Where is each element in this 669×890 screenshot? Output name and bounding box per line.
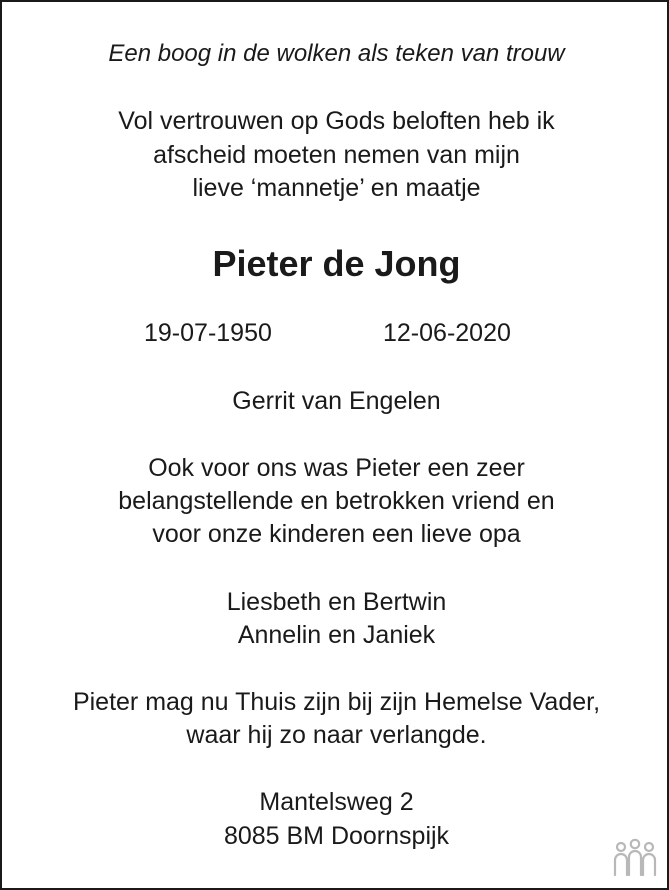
friends-names-line-2: Annelin en Janiek	[237, 621, 436, 649]
intro-line-1: Vol vertrouwen op Gods beloften heb ik	[118, 107, 555, 135]
friends-text-line-3: voor onze kinderen een lieve opa	[152, 520, 521, 548]
friends-names-line-1: Liesbeth en Bertwin	[226, 588, 447, 616]
deceased-name: Pieter de Jong	[212, 243, 461, 284]
closing-line-1: Pieter mag nu Thuis zijn bij zijn Hemelse Vader,	[72, 688, 601, 716]
signer-name: Gerrit van Engelen	[232, 387, 441, 415]
friends-text-line-2: belangstellende en betrokken vriend en	[118, 487, 555, 515]
birth-date: 19-07-1950	[144, 319, 272, 347]
friends-text-line-1: Ook voor ons was Pieter een zeer	[148, 454, 525, 482]
intro-line-2: afscheid moeten nemen van mijn	[153, 141, 520, 169]
death-date: 12-06-2020	[383, 319, 511, 347]
address-city: 8085 BM Doornspijk	[223, 822, 450, 850]
intro-line-3: lieve ‘mannetje’ en maatje	[192, 174, 481, 202]
closing-line-2: waar hij zo naar verlangde.	[186, 721, 487, 749]
motto: Een boog in de wolken als teken van trouw	[108, 40, 565, 67]
people-group-icon	[612, 838, 658, 878]
address-street: Mantelsweg 2	[259, 788, 414, 816]
